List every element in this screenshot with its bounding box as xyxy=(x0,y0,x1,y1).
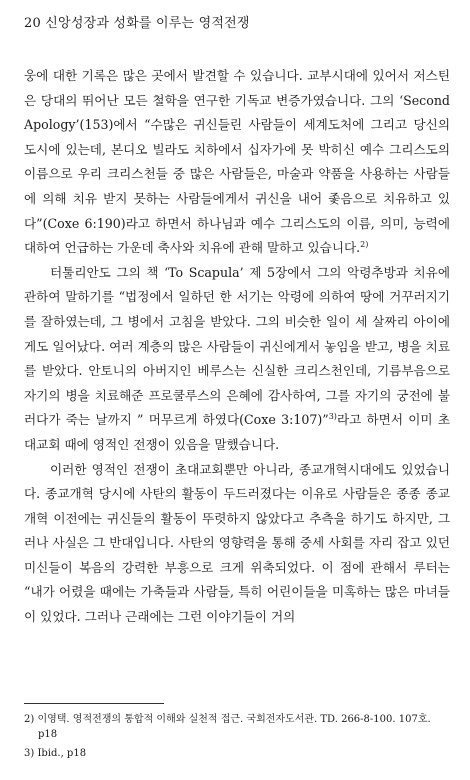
footnote-divider xyxy=(24,703,164,704)
body-text xyxy=(24,64,450,630)
paragraph-2 xyxy=(24,261,450,458)
paragraph-2-text-b: 라고 하면서 이미 초대교회 때에 영적인 전쟁이 있음을 말했습니다. xyxy=(24,412,450,452)
footnote-ref-2: 2) xyxy=(360,239,369,249)
paragraph-3 xyxy=(24,458,450,630)
paragraph-2-text-a: 터툴리안도 그의 책 ‘To Scapula’ 제 5장에서 그의 악령추방과 치유에 관하여 말하기를 “법정에서 일하던 한 서기는 악령에 의하여 땅에 거꾸러지기를 잘하였는데, 그 병에서 고침을 받았다. 그의 비슷한 일이 세 살짜리 아이에게도 일어났다. 여러 계층의 많은 사람들이 귀신에게서 놓임을 받고, 병을 치료를 받았다. 안토니의 아버지인 베루스는 신실한 크리스천인데, 기름부음으로 자기의 병을 치료해준 프로쿨루스의 은혜에 감사하여, 그를 자기의 궁전에 불러다가 죽는 날까지 ” 머무르게 하였다(Coxe 3:107)” xyxy=(24,264,450,428)
paragraph-1-text: 웅에 대한 기록은 많은 곳에서 발견할 수 있습니다. 교부시대에 있어서 저스틴은 당대의 뛰어난 모든 철학을 연구한 기독교 변증가였습니다. 그의 ‘Second Apology’(153)에서 “수많은 귀신들린 사람들이 세계도처에 그리고 당신의 도시에 있는데, 본디오 빌라도 치하에서 십자가에 못 박히신 예수 그리스도의 이름으로 우리 크리스천들 중 많은 사람들은, 마술과 약품을 사용하는 사람들에 의해 치유 받지 못하는 사람들에게서 귀신을 내어 좇음으로 치유하고 있다”(Coxe 6:190)라고 하면서 하나님과 예수 그리스도의 이름, 의미, 능력에 대하여 언급하는 가운데 축사와 치유에 관해 말하고 있습니다. xyxy=(24,68,450,256)
footnote-ref-3: 3) xyxy=(328,412,337,422)
paragraph-1 xyxy=(24,64,450,261)
running-header xyxy=(24,12,250,31)
paragraph-3-text: 이러한 영적인 전쟁이 초대교회뿐만 아니라, 종교개혁시대에도 있었습니다. 종교개혁 당시에 사탄의 활동이 두드러졌다는 이유로 사람들은 종종 종교개혁 이전에는 귀신들의 활동이 뚜렷하지 않았다고 추측을 하기도 하지만, 그러나 사실은 그 반대입니다. 사탄의 영향력을 통해 중세 사회를 자리 잡고 있던 미신들이 복음의 강력한 부흥으로 크게 위축되었다. 이 점에 관해서 루터는 “내가 어렸을 때에는 가축들과 사람들, 특히 어린이들을 미혹하는 많은 마녀들이 있었다. 그러나 근래에는 그런 이야기들이 거의 xyxy=(24,461,450,625)
page-number: 20 xyxy=(24,16,41,31)
footnotes xyxy=(24,712,450,765)
running-title: 신앙성장과 성화를 이루는 영적전쟁 xyxy=(45,16,250,31)
footnote-3: 3) Ibid., p18 xyxy=(24,748,87,759)
footnote-2: 2) 이영택. 영적전쟁의 통합적 이해와 실천적 접근. 국회전자도서관. TD. 266-8-100. 107호. p18 xyxy=(24,714,431,740)
